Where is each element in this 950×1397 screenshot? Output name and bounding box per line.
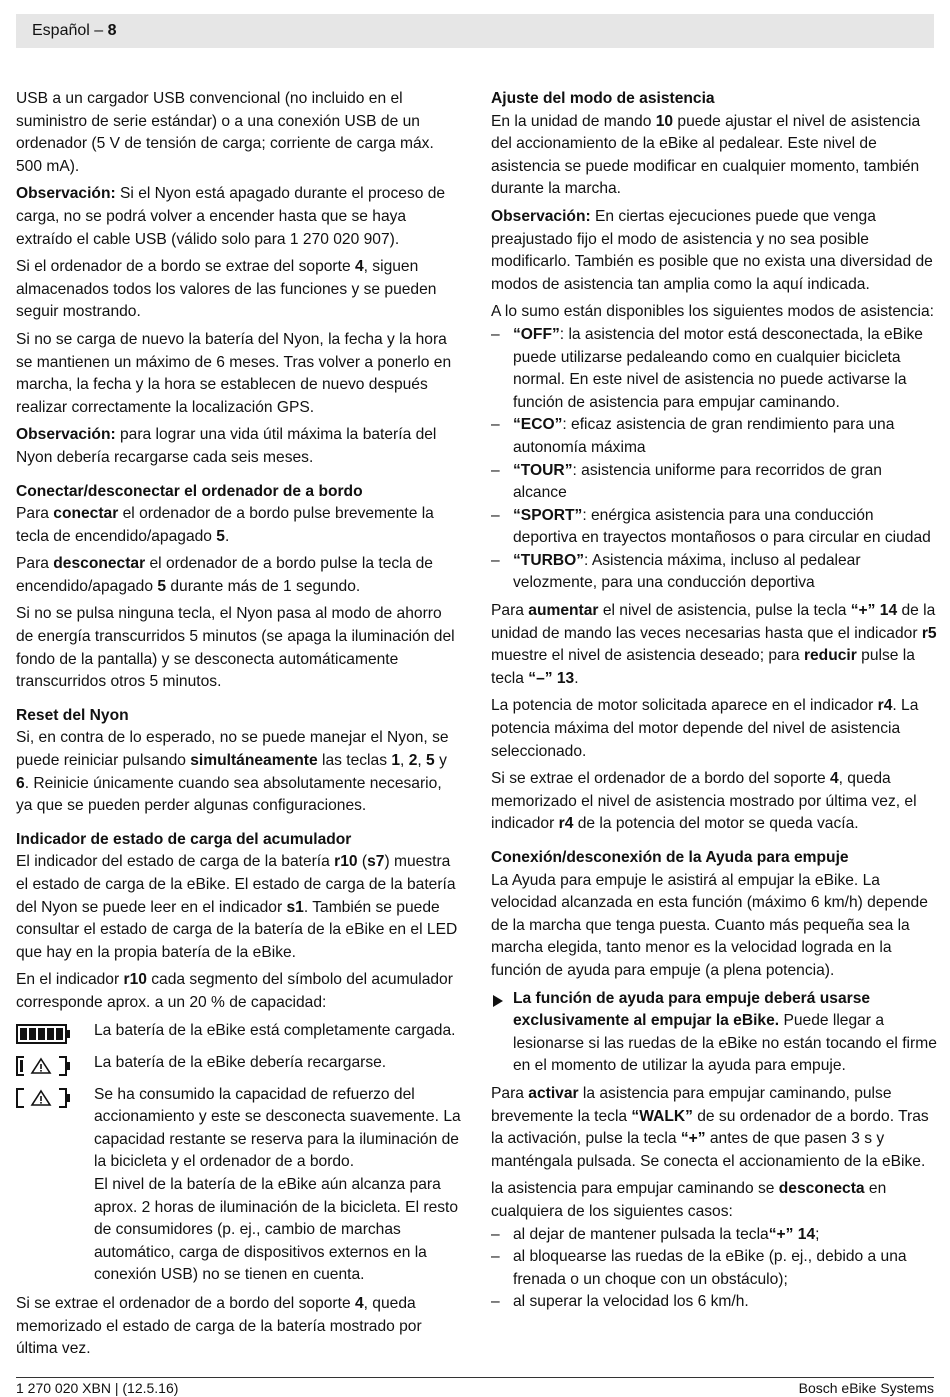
paragraph: Si no se carga de nuevo la batería del Nyon, la fecha y la hora se mantienen un máximo de 6 meses. Tras volver a ponerlo en marcha, la fecha y la hora se establecen de nuevo después realizar correctamente la localización GPS. xyxy=(16,330,452,416)
footer-divider xyxy=(16,1377,934,1378)
mode-text: : asistencia uniforme para recorridos de gran alcance xyxy=(513,461,882,502)
page-number: 8 xyxy=(107,22,117,39)
key-ref: “+” 14 xyxy=(768,1225,816,1243)
battery-warning-icon xyxy=(16,1056,72,1076)
mode-name: “ECO” xyxy=(513,416,563,434)
key-ref: “–” 13 xyxy=(528,669,575,687)
text: al bloquearse las ruedas de la eBike (p. ej., debido a una frenada o un choque con un obstáculo); xyxy=(513,1248,907,1288)
text: Para xyxy=(16,505,54,523)
paragraph xyxy=(491,206,937,296)
text: ) muestra el estado de carga de la eBike. El estado de carga de la batería del Nyon se puede leer en el indicador xyxy=(16,853,456,916)
ref-number: 4 xyxy=(829,770,839,788)
text: el ordenador de a bordo pulse brevemente la tecla de encendido/apagado xyxy=(16,505,434,545)
text: ( xyxy=(357,853,368,871)
battery-full-icon xyxy=(16,1024,72,1044)
ref-number: 2 xyxy=(408,752,418,770)
text: . También se puede consultar el estado de carga de la batería de la eBike en el LED que hay en la propia batería de la eBike. xyxy=(16,898,458,961)
paragraph: A lo sumo están disponibles los siguientes modos de asistencia: xyxy=(491,303,934,321)
list-dash: – xyxy=(491,1293,500,1311)
text: el nivel de asistencia, pulse la tecla xyxy=(598,602,851,620)
text: En el indicador xyxy=(16,971,124,989)
list-item xyxy=(491,505,937,550)
warning-text: Puede llegar a lesionarse si las ruedas de la eBike no están tocando el firme en el momento de utilizar la ayuda para empuje. xyxy=(513,1012,937,1075)
emphasis: aumentar xyxy=(528,602,599,620)
ref-code: r10 xyxy=(123,971,147,989)
note-label: Observación: xyxy=(16,185,116,203)
note-text: En ciertas ejecuciones puede que venga preajustado fijo el modo de asistencia y no sea posible modificarlo. También es posible que no exista una diversidad de modos de asistencia tan amplia como la aquí indicada. xyxy=(491,207,933,293)
paragraph xyxy=(491,695,937,763)
text: antes de que pasen 3 s y manténgala pulsada. Se conecta el accionamiento de la eBike. xyxy=(491,1130,926,1170)
paragraph: USB a un cargador USB convencional (no incluido en el suministro de serie estándar) o a una conexión USB de un ordenador (5 V de tensión de carga; corriente de carga máx. 500 mA). xyxy=(16,90,434,175)
list-item xyxy=(491,460,937,505)
case-list xyxy=(491,1224,937,1314)
text: Para xyxy=(491,1084,529,1102)
page-header xyxy=(16,14,934,48)
ref-number: 5 xyxy=(216,527,225,545)
text: La potencia de motor solicitada aparece en el indicador xyxy=(491,697,878,715)
paragraph xyxy=(491,768,937,836)
mode-name: “TOUR” xyxy=(513,461,573,479)
note-text: para lograr una vida útil máxima la batería del Nyon debería recargarse cada seis meses. xyxy=(16,426,437,466)
battery-status-row xyxy=(16,1020,462,1046)
ref-number: 4 xyxy=(354,258,364,276)
paragraph xyxy=(16,851,462,964)
list-item xyxy=(491,1246,937,1291)
paragraph xyxy=(16,503,462,548)
ref-number: 5 xyxy=(426,752,435,770)
text: En la unidad de mando xyxy=(491,112,656,130)
key-ref: “+” 14 xyxy=(850,602,898,620)
text: . Reinicie únicamente cuando sea absolutamente necesario, ya que se pueden perder algunas configuraciones. xyxy=(16,774,442,815)
paragraph xyxy=(16,424,462,469)
text: de la unidad de mando las veces necesarias hasta que el indicador xyxy=(491,602,936,642)
text: la asistencia para empujar caminando, pulse brevemente la tecla xyxy=(491,1084,892,1125)
text: y xyxy=(434,752,447,770)
mode-name: “OFF” xyxy=(513,325,560,343)
mode-text: : Asistencia máxima, incluso al pedalear velozmente, para una conducción deportiva xyxy=(513,551,861,592)
mode-name: “TURBO” xyxy=(513,551,585,569)
mode-text: : eficaz asistencia de gran rendimiento para una autonomía máxima xyxy=(513,416,895,456)
battery-status-text: El nivel de la batería de la eBike aún alcanza para aprox. 2 horas de iluminación de la bicicleta. El resto de consumidores (p. ej., cambio de marchas automático, carga de dispositivos externos en la conexión USB) no se tienen en cuenta. xyxy=(94,1175,459,1284)
text: puede ajustar el nivel de asistencia del accionamiento de la eBike al pedalear. Este nivel de asistencia se puede modificar en cualquier momento, también durante la marcha. xyxy=(491,112,921,198)
mode-text: : la asistencia del motor está desconectada, la eBike puede utilizarse pedaleando como en cualquier bicicleta normal. En este nivel de asistencia no puede activarse la función de asistencia para empujar caminando. xyxy=(513,325,923,411)
text: la asistencia para empujar caminando se xyxy=(491,1180,779,1198)
ref-code: r5 xyxy=(921,624,937,642)
section-heading: Ajuste del modo de asistencia xyxy=(491,90,715,107)
warning-text-bold: La función de ayuda para empuje deberá usarse exclusivamente al empujar la eBike. xyxy=(513,989,871,1030)
list-item xyxy=(491,324,937,414)
mode-name: “SPORT” xyxy=(513,506,583,524)
text: , queda memorizado el estado de carga de la batería mostrado por última vez. xyxy=(16,1294,422,1358)
text: El indicador del estado de carga de la batería xyxy=(16,853,335,871)
header-separator: – xyxy=(89,22,108,39)
section-heading: Reset del Nyon xyxy=(16,706,129,724)
emphasis: conectar xyxy=(53,505,119,523)
text: Si se extrae el ordenador de a bordo del soporte xyxy=(491,770,830,788)
text: las teclas xyxy=(317,752,392,770)
paragraph xyxy=(16,727,462,817)
footer-doc-id: 1 270 020 XBN | (12.5.16) xyxy=(16,1380,179,1396)
note-text: Si el Nyon está apagado durante el proceso de carga, no se podrá volver a encender hasta que se haya extraído el cable USB (válido solo para 1 270 020 907). xyxy=(16,185,446,248)
text: pulse la tecla xyxy=(491,647,915,687)
list-dash: – xyxy=(491,1225,500,1243)
header-label xyxy=(32,22,117,40)
text: . xyxy=(224,527,230,545)
emphasis: simultáneamente xyxy=(190,752,318,770)
text: , xyxy=(417,752,427,770)
paragraph xyxy=(491,111,937,201)
text: al dejar de mantener pulsada la tecla xyxy=(513,1225,769,1243)
text: Para xyxy=(16,555,54,573)
ref-number: 5 xyxy=(157,577,167,595)
text: , xyxy=(400,752,409,770)
paragraph: Si no se pulsa ninguna tecla, el Nyon pasa al modo de ahorro de energía transcurridos 5 minutos (se apaga la iluminación del fondo de la pantalla) y se desconecta automáticamente transcurridos otros 5 minutos. xyxy=(16,605,455,691)
text: cada segmento del símbolo del acumulador corresponde aprox. a un 20 % de capacidad: xyxy=(16,971,453,1011)
list-dash: – xyxy=(491,461,500,479)
paragraph xyxy=(16,553,462,598)
battery-status-text: Se ha consumido la capacidad de refuerzo del accionamiento y este se desconecta suavemente. La capacidad restante se reserva para la iluminación de la bicicleta y el ordenador de a bordo. xyxy=(94,1085,461,1171)
text: ; xyxy=(815,1225,820,1243)
text: de su ordenador de a bordo. Tras la activación, pulse la tecla xyxy=(491,1107,929,1148)
ref-number: 6 xyxy=(16,774,25,792)
ref-code: r4 xyxy=(558,815,574,833)
header-language: Español xyxy=(32,22,90,39)
key-ref: “+” xyxy=(680,1130,706,1148)
note-label: Observación: xyxy=(491,207,591,225)
emphasis: desconecta xyxy=(778,1180,865,1198)
text: al superar la velocidad los 6 km/h. xyxy=(513,1293,749,1311)
ref-code: s1 xyxy=(286,898,304,916)
text: Si, en contra de lo esperado, no se puede manejar el Nyon, se puede reiniciar pulsando xyxy=(16,729,449,770)
text: durante más de 1 segundo. xyxy=(166,577,361,595)
list-dash: – xyxy=(491,416,500,434)
ref-number: 4 xyxy=(354,1294,364,1312)
list-dash: – xyxy=(491,506,500,524)
section-heading: Conectar/desconectar el ordenador de a bordo xyxy=(16,482,363,500)
battery-status-row xyxy=(16,1084,462,1287)
text: Si se extrae el ordenador de a bordo del soporte xyxy=(16,1294,355,1312)
text: . xyxy=(574,669,579,687)
paragraph xyxy=(491,600,937,690)
ref-number: 10 xyxy=(655,112,674,130)
right-column xyxy=(491,88,937,1319)
warning-triangle-icon xyxy=(493,995,503,1007)
ref-code: r10 xyxy=(334,853,358,871)
list-item xyxy=(491,1224,937,1247)
text: el ordenador de a bordo pulse la tecla de encendido/apagado xyxy=(16,555,433,595)
text: Para xyxy=(491,602,529,620)
battery-status-row xyxy=(16,1052,462,1078)
ref-number: 1 xyxy=(391,752,401,770)
battery-status-text: La batería de la eBike debería recargarse. xyxy=(94,1053,387,1071)
left-column xyxy=(16,88,462,1366)
section-heading: Conexión/desconexión de la Ayuda para empuje xyxy=(491,849,849,866)
text: , queda memorizado el nivel de asistencia mostrado por última vez, el indicador xyxy=(491,770,917,833)
footer-brand: Bosch eBike Systems xyxy=(798,1380,934,1396)
ref-code: r4 xyxy=(877,697,893,715)
text: de la potencia del motor se queda vacía. xyxy=(573,815,859,833)
paragraph xyxy=(491,1083,937,1173)
list-item xyxy=(491,414,937,459)
battery-empty-warning-icon xyxy=(16,1088,72,1108)
text: , siguen almacenados todos los valores de las funciones y se pueden seguir mostrando. xyxy=(16,258,437,321)
list-item xyxy=(491,550,937,595)
list-item xyxy=(491,1291,937,1314)
emphasis: desconectar xyxy=(53,555,146,573)
ref-code: s7 xyxy=(367,853,385,871)
paragraph: La Ayuda para empuje le asistirá al empujar la eBike. La velocidad alcanzada en esta función (máximo 6 km/h) depende de la marcha que tenga puesta. Cuanto más pequeña sea la marcha elegida, tanto menor es la velocidad lograda en la función de ayuda para empuje (a plena potencia). xyxy=(491,871,928,979)
text: Si el ordenador de a bordo se extrae del soporte xyxy=(16,258,355,276)
paragraph xyxy=(16,256,462,324)
note-label: Observación: xyxy=(16,426,116,444)
section-heading: Indicador de estado de carga del acumulador xyxy=(16,830,352,848)
key-ref: “WALK” xyxy=(631,1107,693,1125)
paragraph xyxy=(16,183,462,251)
mode-list xyxy=(491,324,937,595)
paragraph xyxy=(16,969,462,1014)
emphasis: activar xyxy=(528,1084,579,1102)
paragraph xyxy=(491,1178,937,1223)
list-dash: – xyxy=(491,1248,500,1266)
warning-paragraph xyxy=(491,988,937,1078)
paragraph xyxy=(16,1293,462,1361)
list-dash: – xyxy=(491,551,500,569)
text: muestre el nivel de asistencia deseado; para xyxy=(491,647,804,665)
list-dash: – xyxy=(491,325,500,343)
emphasis: reducir xyxy=(803,647,857,665)
battery-status-text: La batería de la eBike está completamente cargada. xyxy=(94,1021,456,1039)
text: en cualquiera de los siguientes casos: xyxy=(491,1180,887,1220)
text: . La potencia máxima del motor depende del nivel de asistencia seleccionado. xyxy=(491,697,919,760)
mode-text: : enérgica asistencia para una conducción deportiva en trayectos montañosos o para circular en ciudad xyxy=(513,506,931,547)
